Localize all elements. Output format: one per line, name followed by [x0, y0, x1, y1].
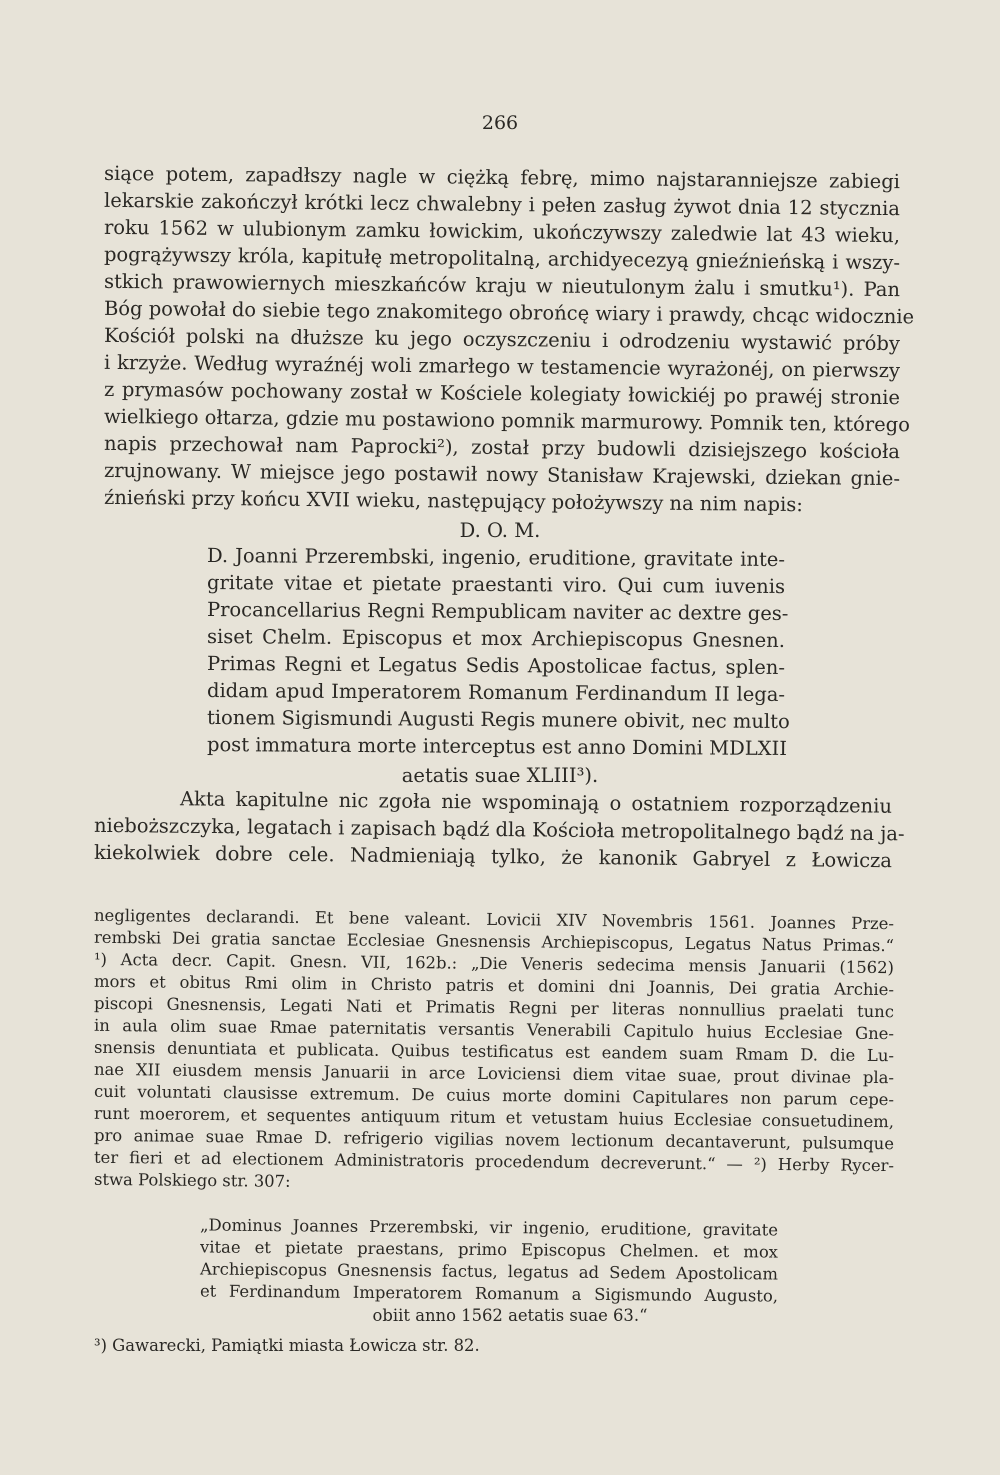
footnote-line: cuit voluntati clausisse extremum. De cuius morte domini Capitulares non parum cepe-	[93, 1081, 895, 1110]
page-number: 266	[481, 112, 519, 134]
footnote-line: in aula olim suae Rmae paternitatis versantis Venerabili Capitulo huius Ecclesiae Gne-	[93, 1015, 895, 1044]
footnote-quote-line: Archiepiscopus Gnesnensis factus, legatus ad Sedem Apostolicam	[199, 1259, 779, 1284]
inscription-line: didam apud Imperatorem Romanum Ferdinandum II lega-	[206, 678, 786, 707]
text-line: wielkiego ołtarza, gdzie mu postawiono pomnik marmurowy. Pomnik ten, którego	[103, 404, 911, 437]
inscription-heading: D. O. M.	[459, 519, 541, 542]
footnote-line: piscopi Gnesnensis, Legati Nati et Primatis Regni per literas nonnullius praelati tunc	[93, 993, 895, 1022]
inscription-line: gritate vitae et pietate praestanti viro. Qui cum iuvenis	[206, 570, 786, 599]
footnote-last: ³) Gawarecki, Pamiątki miasta Łowicza str. 82.	[94, 1336, 480, 1355]
inscription-closing: aetatis suae XLIII³).	[401, 764, 599, 787]
footnote-line: ter fieri et ad electionem Administratoris procedendum decreverunt.“ — ²) Herby Rycer-	[93, 1147, 895, 1176]
text-line: Bóg powołał do siebie tego znakomitego obrońcę wiary i prawdy, chcąc widocznie	[103, 296, 915, 329]
footnote-quote-line: vitae et pietate praestans, primo Episcopus Chelmen. et mox	[199, 1237, 779, 1262]
footnote-line: negligentes declarandi. Et bene valeant. Lovicii XIV Novembris 1561. Joannes Prze-	[93, 905, 895, 934]
inscription-line: Primas Regni et Legatus Sedis Apostolicae factus, splen-	[206, 651, 786, 680]
inscription-line: post immatura morte interceptus est anno Domini MDLXII	[206, 732, 788, 761]
text-line: Akta kapitulne nic zgoła nie wspominają o ostatniem rozporządzeniu	[179, 787, 893, 818]
text-line: siące potem, zapadłszy nagle w ciężką febrę, mimo najstaranniejsze zabiegi	[103, 161, 901, 194]
footnote-line: rembski Dei gratia sanctae Ecclesiae Gnesnensis Archiepiscopus, Legatus Natus Primas.“	[93, 927, 895, 956]
text-line: lekarskie zakończył krótki lecz chwalebny i pełen zasług żywot dnia 12 stycznia	[103, 188, 901, 221]
text-line: nieboższczyka, legatach i zapisach bądź dla Kościoła metropolitalnego bądź na ja-	[93, 813, 905, 846]
text-line: roku 1562 w ulubionym zamku łowickim, ukończywszy zaledwie lat 43 wieku,	[103, 215, 901, 248]
text-line: napis przechował nam Paprocki²), został przy budowli dzisiejszego kościoła	[103, 431, 901, 464]
text-line: Kościół polski na dłuższe ku jego oczyszczeniu i odrodzeniu wystawić próby	[103, 323, 901, 356]
inscription-line: tionem Sigismundi Augusti Regis munere obivit, nec multo	[206, 705, 790, 734]
footnote-line: nae XII eiusdem mensis Januarii in arce Loviciensi diem vitae suae, prout divinae pla-	[93, 1059, 895, 1088]
footnote-quote-end: obiit anno 1562 aetatis suae 63.“	[372, 1306, 648, 1325]
text-line: z prymasów pochowany został w Kościele kolegiaty łowickiéj po prawéj stronie	[103, 377, 901, 410]
footnote-quote-line: et Ferdinandum Imperatorem Romanum a Sigismundo Augusto,	[199, 1281, 779, 1306]
footnote-line: runt moerorem, et sequentes antiquum ritum et vetustam huius Ecclesiae consuetudinem,	[93, 1103, 895, 1132]
inscription-line: siset Chelm. Episcopus et mox Archiepiscopus Gnesnen.	[206, 624, 786, 653]
footnote-line: pro animae suae Rmae D. refrigerio vigilias novem lectionum decantaverunt, pulsumque	[93, 1125, 895, 1154]
text-line: i krzyże. Według wyraźnéj woli zmarłego w testamencie wyrażonéj, on pierwszy	[103, 350, 901, 383]
footnote-quote-line: „Dominus Joannes Przerembski, vir ingenio, eruditione, gravitate	[199, 1215, 779, 1240]
text-line: źnieński przy końcu XVII wieku, następujący położywszy na nim napis:	[103, 485, 803, 517]
text-line: zrujnowany. W miejsce jego postawił nowy Stanisław Krajewski, dziekan gnie-	[103, 458, 901, 491]
inscription-line: D. Joanni Przerembski, ingenio, eruditione, gravitate inte-	[206, 543, 786, 572]
text-line: kiekolwiek dobre cele. Nadmieniają tylko, że kanonik Gabryel z Łowicza	[93, 840, 893, 873]
footnote-line: stwa Polskiego str. 307:	[93, 1169, 291, 1191]
text-line: stkich prawowiernych mieszkańców kraju w nieutulonym żalu i smutku¹). Pan	[103, 269, 901, 302]
footnote-line: ¹) Acta decr. Capit. Gnesn. VII, 162b.: „Die Veneris sedecima mensis Januarii (1562)	[93, 949, 895, 978]
footnote-line: snensis denuntiata et publicata. Quibus testificatus est eandem suam Rmam D. die Lu-	[93, 1037, 895, 1066]
text-line: pogrążywszy króla, kapitułę metropolitalną, archidyecezyą gnieźnieńską i wszy-	[103, 242, 901, 275]
inscription-line: Procancellarius Regni Rempublicam naviter ac dextre ges-	[206, 597, 789, 626]
footnote-line: mors et obitus Rmi olim in Christo patris et domini dni Joannis, Dei gratia Archie-	[93, 971, 895, 1000]
